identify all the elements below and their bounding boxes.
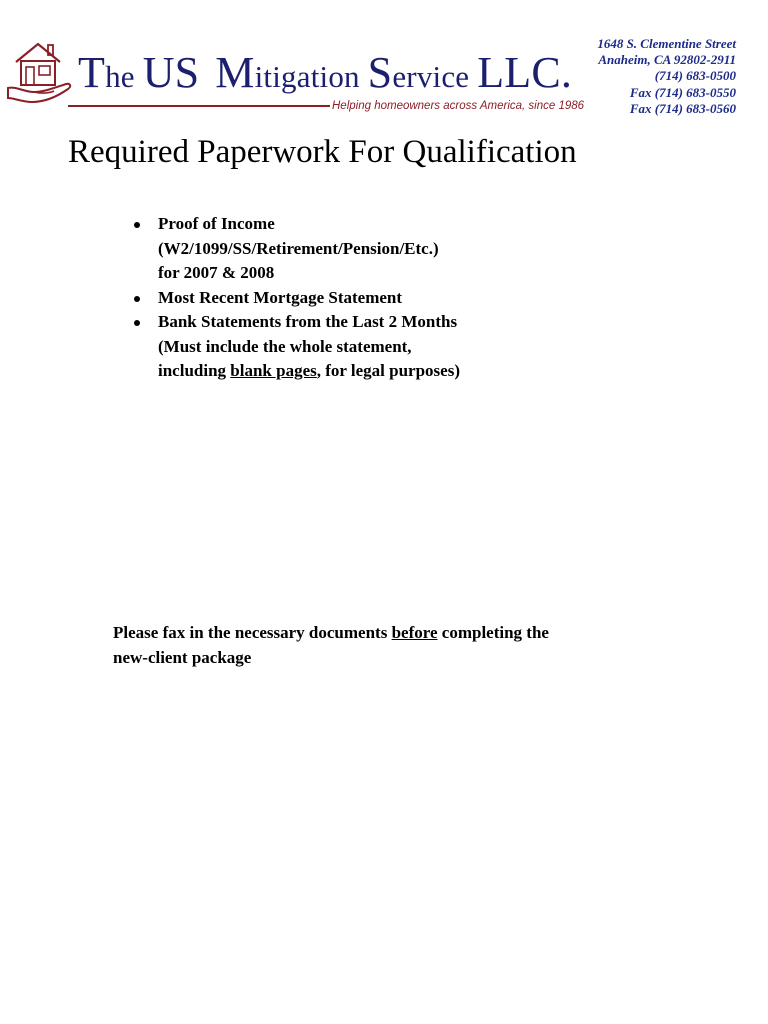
page-title: Required Paperwork For Qualification bbox=[68, 134, 577, 170]
requirements-list bbox=[130, 212, 460, 384]
bullet-icon bbox=[134, 320, 140, 326]
letterhead bbox=[0, 0, 768, 130]
fax-instructions: Please fax in the necessary documents before completing the new-client package bbox=[113, 623, 549, 667]
tagline-rule bbox=[68, 105, 330, 107]
address-city: Anaheim, CA 92802-2911 bbox=[598, 52, 736, 68]
bullet-icon bbox=[134, 296, 140, 302]
company-tagline: Helping homeowners across America, since 1986 bbox=[332, 100, 585, 112]
list-item: Most Recent Mortgage Statement bbox=[130, 286, 460, 311]
house-in-hand-icon bbox=[6, 36, 76, 106]
bullet-icon bbox=[134, 222, 140, 228]
company-name: The US Mitigation Service LLC. bbox=[78, 48, 573, 97]
address-fax-1: Fax (714) 683-0550 bbox=[629, 84, 736, 100]
underlined-text: before bbox=[391, 623, 438, 642]
list-item: Bank Statements from the Last 2 Months (Must include the whole statement, including blank pages, for legal purposes) bbox=[130, 310, 460, 384]
company-logo bbox=[6, 36, 585, 120]
list-item: Proof of Income (W2/1099/SS/Retirement/Pension/Etc.) for 2007 & 2008 bbox=[130, 212, 460, 286]
company-address bbox=[597, 36, 736, 117]
address-fax-2: Fax (714) 683-0560 bbox=[629, 100, 736, 116]
underlined-text: blank pages bbox=[230, 361, 317, 380]
address-phone: (714) 683-0500 bbox=[654, 68, 736, 84]
address-street: 1648 S. Clementine Street bbox=[597, 36, 736, 51]
